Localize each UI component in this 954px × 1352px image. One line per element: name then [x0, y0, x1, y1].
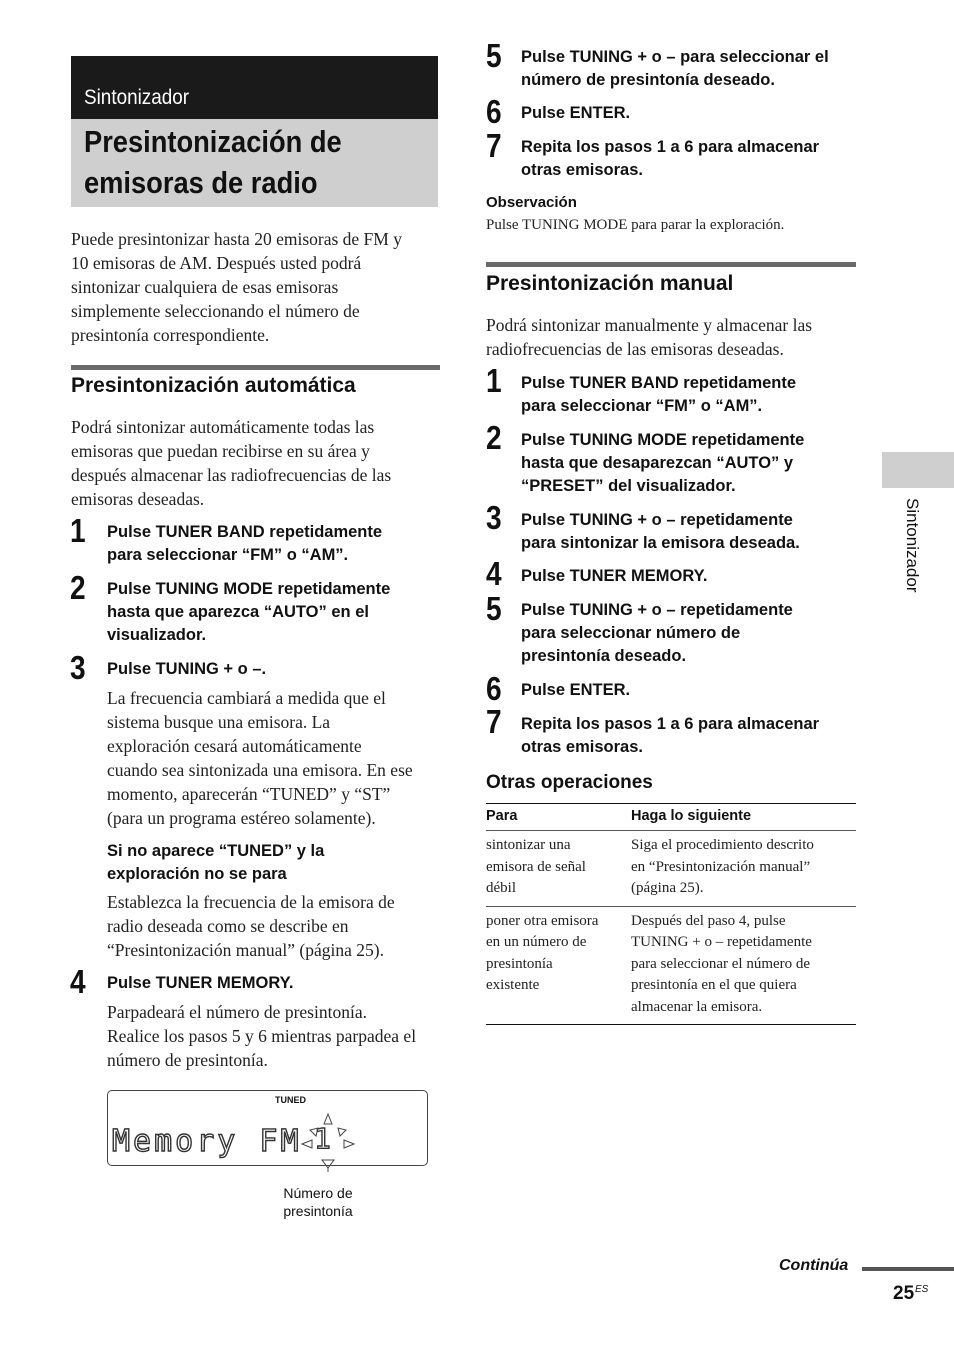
intro-paragraph: Puede presintonizar hasta 20 emisoras de FM y 10 emisoras de AM. Después usted podrá sintonizar cualquiera de esas emisoras simplemente seleccionando el número de presintonía correspondiente. [71, 229, 402, 345]
step-number: 6 [486, 670, 502, 707]
section-rule [71, 365, 440, 370]
table-cell: sintonizar una emisora de señal débil [486, 831, 631, 907]
table-row [486, 831, 856, 907]
auto-subheading: Si no aparece “TUNED” y la exploración no se para [107, 842, 325, 883]
manual-step-6: Pulse ENTER. [521, 681, 631, 699]
blink-indicator-icon [296, 1110, 360, 1172]
display-preset-number: 1 [314, 1122, 331, 1155]
manual-step-7: Repita los pasos 1 a 6 para almacenar otras emisoras. [521, 715, 820, 756]
auto-sub-body: Establezca la frecuencia de la emisora de radio deseada como se describe en “Presintonización manual” (página 25). [107, 892, 395, 960]
display-text: Memory FM [112, 1124, 302, 1159]
ops-heading: Otras operaciones [486, 772, 653, 793]
auto-step-3: Pulse TUNING + o –. [107, 660, 267, 678]
step-number: 1 [486, 362, 502, 399]
step-number: 5 [486, 37, 502, 74]
manual-step-1: Pulse TUNER BAND repetidamente para seleccionar “FM” o “AM”. [521, 374, 797, 415]
continues-rule [862, 1267, 954, 1271]
auto-step-5: Pulse TUNING + o – para seleccionar el número de presintonía deseado. [521, 48, 829, 89]
step-number: 2 [70, 569, 86, 606]
auto-step-2: Pulse TUNING MODE repetidamente hasta que aparezca “AUTO” en el visualizador. [107, 580, 391, 644]
auto-step-4-body: Parpadeará el número de presintonía. Realice los pasos 5 y 6 mientras parpadea el número de presintonía. [107, 1002, 417, 1070]
display-caption: Número de presintonía [283, 1185, 353, 1219]
auto-intro: Podrá sintonizar automáticamente todas las emisoras que puedan recibirse en su área y después almacenar las radiofrecuencias de las emisoras deseadas. [71, 417, 392, 509]
step-number: 7 [486, 703, 502, 740]
step-number: 1 [70, 512, 86, 549]
auto-step-6: Pulse ENTER. [521, 104, 631, 122]
manual-heading: Presintonización manual [486, 272, 734, 295]
note-text: Pulse TUNING MODE para parar la exploración. [486, 217, 785, 233]
step-number: 4 [486, 555, 502, 592]
table-header-para: Para [486, 804, 631, 831]
step-number: 4 [70, 963, 86, 1000]
auto-step-7: Repita los pasos 1 a 6 para almacenar otras emisoras. [521, 138, 820, 179]
page-number: 25 [893, 1283, 915, 1304]
page-title-line-2: emisoras de radio [84, 165, 318, 200]
manual-step-2: Pulse TUNING MODE repetidamente hasta que desaparezcan “AUTO” y “PRESET” del visualizador. [521, 431, 805, 495]
page-title-line-1: Presintonización de [84, 124, 342, 159]
display-tuned-indicator: TUNED [275, 1095, 306, 1105]
step-number: 5 [486, 590, 502, 627]
manual-step-4: Pulse TUNER MEMORY. [521, 567, 708, 585]
side-tab-label: Sintonizador [903, 498, 922, 593]
auto-step-4: Pulse TUNER MEMORY. [107, 974, 294, 992]
side-tab-marker [882, 452, 954, 488]
table-cell: Después del paso 4, pulse TUNING + o – repetidamente para seleccionar el número de presintonía en el que quiera almacenar la emisora. [631, 906, 856, 1025]
ops-table [486, 803, 856, 1025]
manual-step-3: Pulse TUNING + o – repetidamente para sintonizar la emisora deseada. [521, 511, 800, 552]
table-row [486, 906, 856, 1025]
table-cell: Siga el procedimiento descrito en “Presintonización manual” (página 25). [631, 831, 856, 907]
auto-step-1: Pulse TUNER BAND repetidamente para seleccionar “FM” o “AM”. [107, 523, 383, 564]
step-number: 6 [486, 93, 502, 130]
section-rule [486, 262, 856, 267]
table-cell: poner otra emisora en un número de presintonía existente [486, 906, 631, 1025]
auto-heading: Presintonización automática [71, 374, 356, 397]
note-title: Observación [486, 194, 577, 211]
auto-step-3-body: La frecuencia cambiará a medida que el sistema busque una emisora. La exploración cesará automáticamente cuando sea sintonizada una emisora. En ese momento, aparecerán “TUNED” y “ST” (para un programa estéreo solamente). [107, 688, 413, 828]
table-header-haga: Haga lo siguiente [631, 804, 856, 831]
continues-label: Continúa [779, 1257, 849, 1274]
step-number: 2 [486, 419, 502, 456]
manual-intro: Podrá sintonizar manualmente y almacenar las radiofrecuencias de las emisoras deseadas. [486, 315, 813, 359]
manual-step-5: Pulse TUNING + o – repetidamente para seleccionar número de presintonía deseado. [521, 601, 793, 665]
section-label: Sintonizador [84, 86, 190, 109]
step-number: 3 [70, 649, 86, 686]
page-language-code: ES [915, 1284, 929, 1295]
step-number: 3 [486, 499, 502, 536]
step-number: 7 [486, 127, 502, 164]
